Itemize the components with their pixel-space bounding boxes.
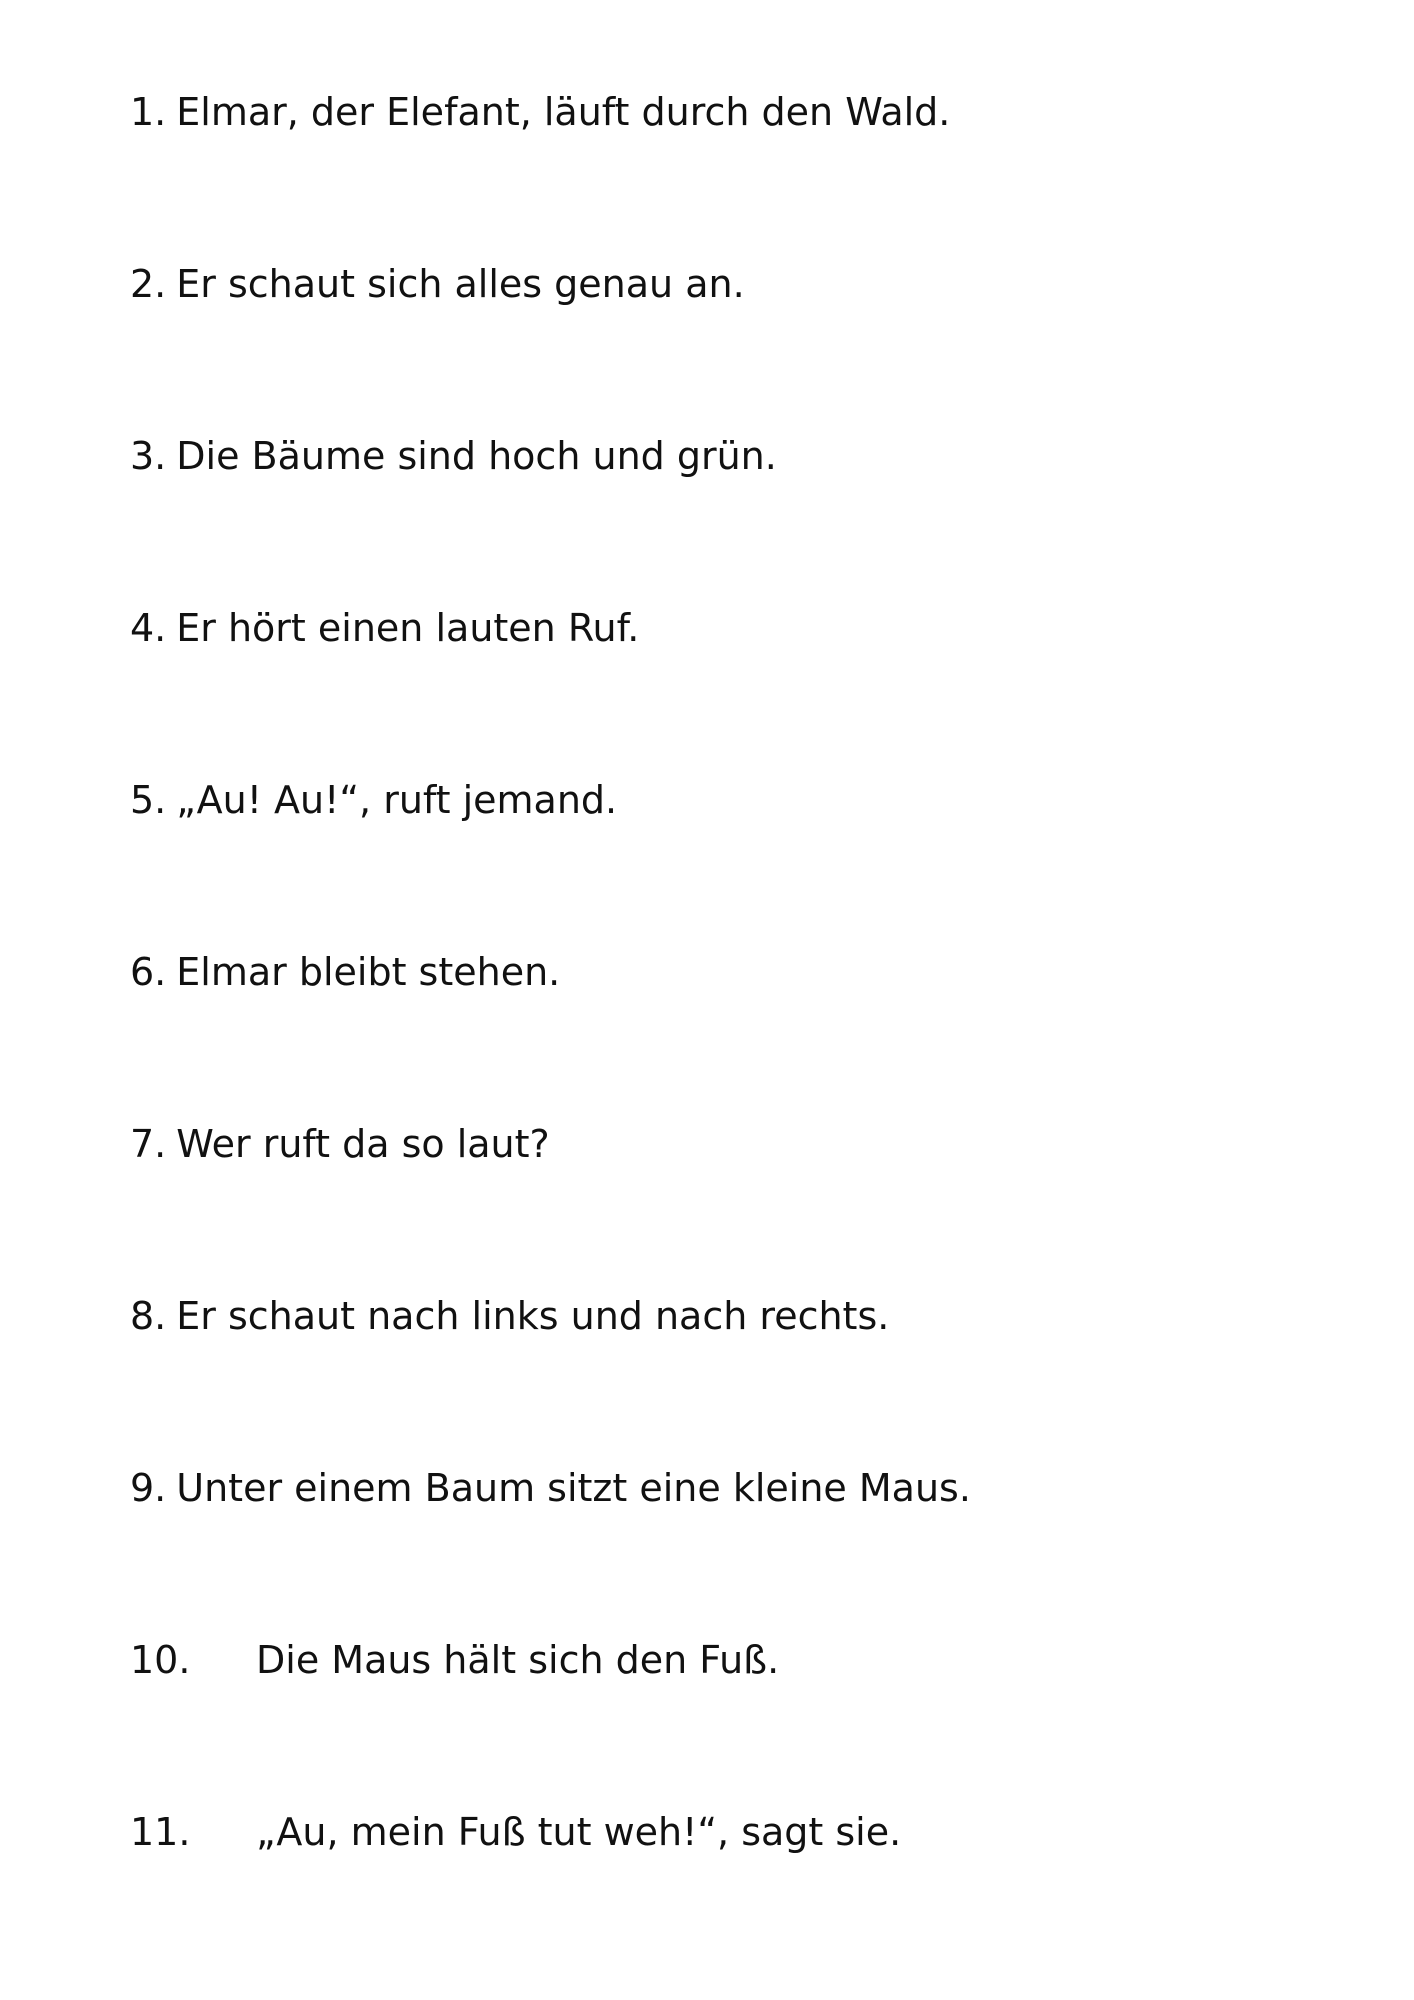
item-text: Wer ruft da so laut?: [176, 1122, 550, 1166]
list-item: [130, 432, 971, 604]
item-text: Elmar bleibt stehen.: [176, 950, 561, 994]
list-item: [130, 604, 971, 776]
item-number: 1.: [130, 90, 167, 134]
list-item: [130, 948, 971, 1120]
list-item: [130, 260, 971, 432]
item-text: Er schaut nach links und nach rechts.: [176, 1294, 890, 1338]
item-text: „Au! Au!“, ruft jemand.: [176, 778, 618, 822]
item-text: Er hört einen lauten Ruf.: [176, 606, 640, 650]
list-item: [130, 1464, 971, 1636]
list-item: [130, 1636, 971, 1808]
item-text: Er schaut sich alles genau an.: [176, 262, 745, 306]
item-number: 11.: [130, 1810, 191, 1854]
item-number: 3.: [130, 434, 167, 478]
list-item: [130, 1292, 971, 1464]
sentence-list: [130, 88, 971, 1980]
item-number: 2.: [130, 262, 167, 306]
list-item: [130, 776, 971, 948]
item-text: Unter einem Baum sitzt eine kleine Maus.: [176, 1466, 971, 1510]
item-text: „Au, mein Fuß tut weh!“, sagt sie.: [256, 1810, 902, 1854]
item-text: Die Maus hält sich den Fuß.: [256, 1638, 780, 1682]
item-text: Elmar, der Elefant, läuft durch den Wald.: [176, 90, 951, 134]
list-item: [130, 1120, 971, 1292]
item-number: 7.: [130, 1122, 167, 1166]
item-number: 6.: [130, 950, 167, 994]
item-number: 9.: [130, 1466, 167, 1510]
list-item: [130, 88, 971, 260]
item-number: 10.: [130, 1638, 191, 1682]
item-text: Die Bäume sind hoch und grün.: [176, 434, 777, 478]
item-number: 4.: [130, 606, 167, 650]
item-number: 8.: [130, 1294, 167, 1338]
list-item: [130, 1808, 971, 1980]
item-number: 5.: [130, 778, 167, 822]
